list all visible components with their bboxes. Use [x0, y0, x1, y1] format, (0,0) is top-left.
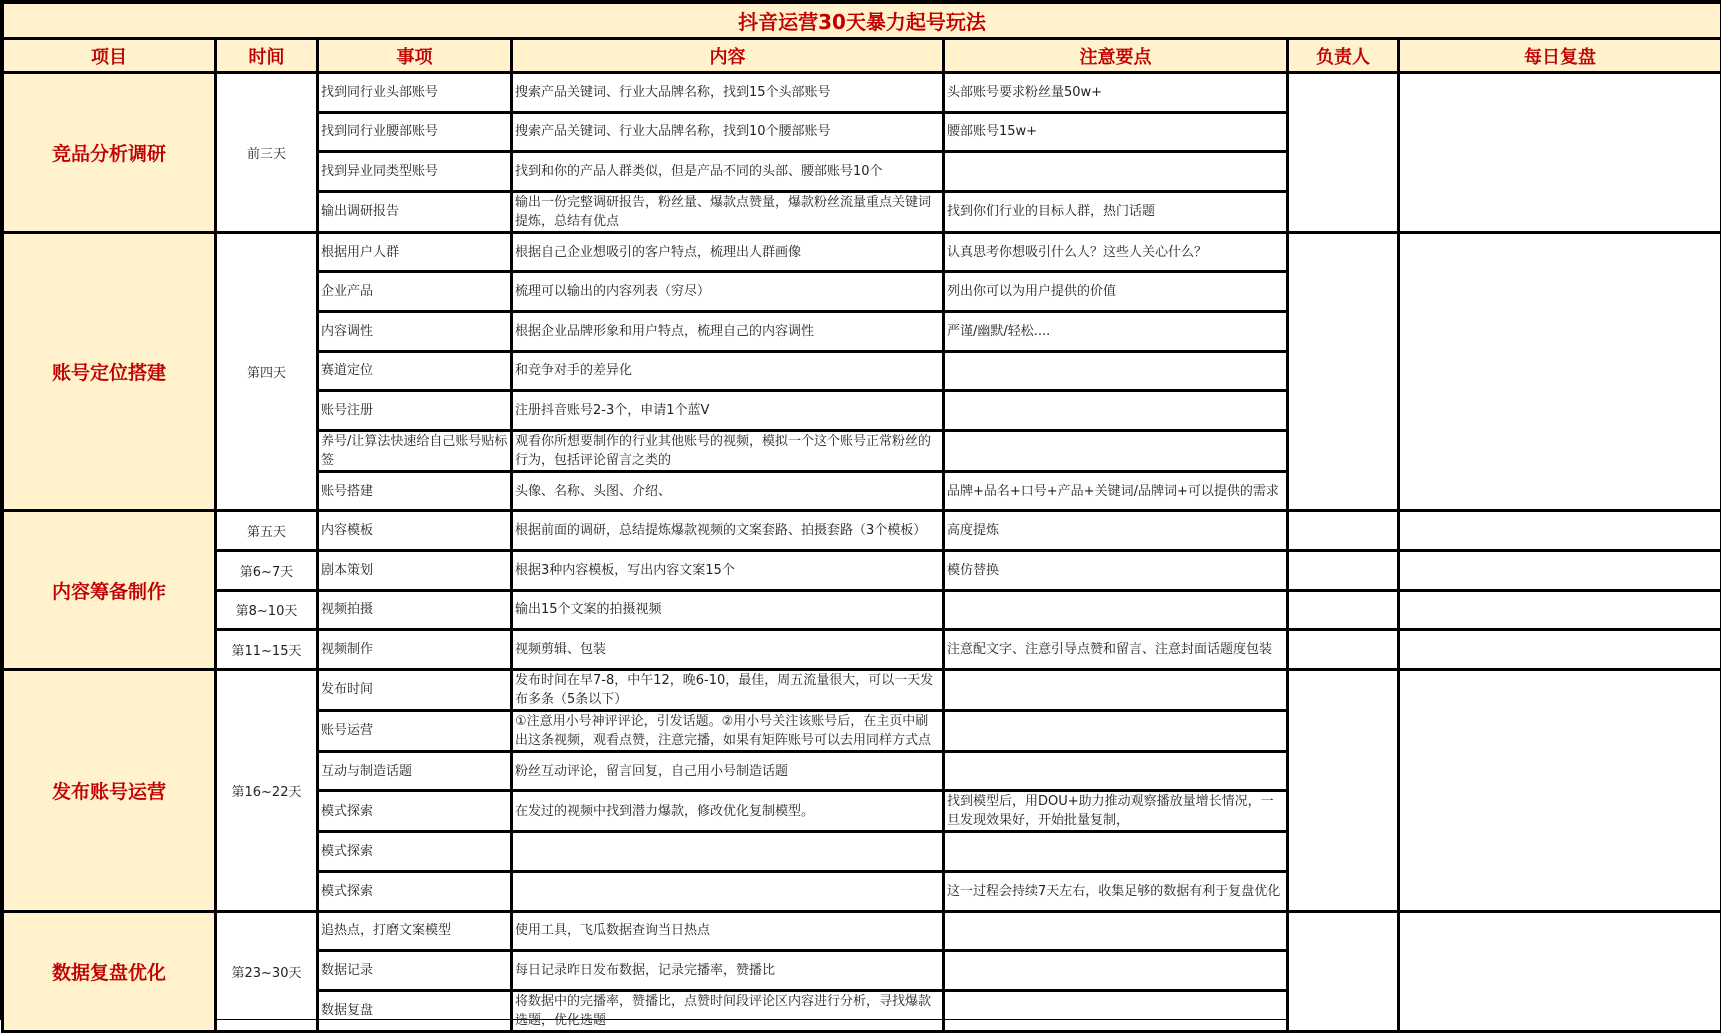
time-cell[interactable]: 第四天	[216, 232, 318, 511]
time-cell[interactable]: 第23~30天	[216, 911, 318, 1031]
item-cell[interactable]: 剧本策划	[318, 550, 512, 590]
content-cell[interactable]: 根据前面的调研，总结提炼爆款视频的文案套路、拍摄套路（3个模板）	[512, 511, 944, 551]
content-cell[interactable]: 搜索产品关键词、行业大品牌名称，找到10个腰部账号	[512, 112, 944, 152]
notes-cell[interactable]: 注意配文字、注意引导点赞和留言、注意封面话题度包装	[944, 630, 1288, 670]
notes-cell[interactable]	[944, 669, 1288, 710]
item-cell[interactable]: 视频拍摄	[318, 590, 512, 630]
table-row	[3, 550, 1721, 590]
daily-review-cell[interactable]	[1399, 232, 1721, 511]
col-header-item[interactable]: 事项	[318, 39, 512, 73]
item-cell[interactable]: 找到同行业腰部账号	[318, 112, 512, 152]
notes-cell[interactable]	[944, 430, 1288, 471]
owner-cell[interactable]	[1288, 590, 1399, 630]
daily-review-cell[interactable]	[1399, 550, 1721, 590]
notes-cell[interactable]: 腰部账号15w+	[944, 112, 1288, 152]
col-header-notes[interactable]: 注意要点	[944, 39, 1288, 73]
notes-cell[interactable]: 认真思考你想吸引什么人？这些人关心什么？	[944, 232, 1288, 272]
item-cell[interactable]: 养号/让算法快速给自己账号贴标签	[318, 430, 512, 471]
daily-review-cell[interactable]	[1399, 73, 1721, 233]
table-row	[3, 511, 1721, 551]
content-cell[interactable]: 搜索产品关键词、行业大品牌名称，找到15个头部账号	[512, 73, 944, 113]
sheet-title[interactable]: 抖音运营30天暴力起号玩法	[3, 3, 1721, 39]
notes-cell[interactable]	[944, 751, 1288, 791]
table-row	[3, 911, 1721, 951]
owner-cell[interactable]	[1288, 232, 1399, 511]
item-cell[interactable]: 数据记录	[318, 951, 512, 991]
content-cell[interactable]: 输出一份完整调研报告，粉丝量、爆款点赞量，爆款粉丝流量重点关键词提炼，总结有优点	[512, 191, 944, 232]
content-cell[interactable]: ①注意用小号神评评论，引发话题。②用小号关注该账号后，在主页中刷出这条视频，观看点赞，注意完播，如果有矩阵账号可以去用同样方式点	[512, 710, 944, 751]
daily-review-cell[interactable]	[1399, 669, 1721, 911]
content-cell[interactable]: 头像、名称、头图、介绍、	[512, 471, 944, 511]
notes-cell[interactable]: 这一过程会持续7天左右，收集足够的数据有利于复盘优化	[944, 871, 1288, 911]
item-cell[interactable]: 模式探索	[318, 832, 512, 872]
owner-cell[interactable]	[1288, 511, 1399, 551]
table-row	[3, 590, 1721, 630]
item-cell[interactable]: 赛道定位	[318, 351, 512, 391]
daily-review-cell[interactable]	[1399, 630, 1721, 670]
content-cell[interactable]: 梳理可以输出的内容列表（穷尽）	[512, 272, 944, 312]
item-cell[interactable]: 发布时间	[318, 669, 512, 710]
notes-cell[interactable]: 模仿替换	[944, 550, 1288, 590]
item-cell[interactable]: 模式探索	[318, 871, 512, 911]
time-cell[interactable]: 第五天	[216, 511, 318, 551]
plan-table	[1, 1, 1721, 1033]
notes-cell[interactable]	[944, 351, 1288, 391]
category-cell[interactable]: 发布账号运营	[3, 669, 216, 911]
daily-review-cell[interactable]	[1399, 911, 1721, 1031]
item-cell[interactable]: 企业产品	[318, 272, 512, 312]
item-cell[interactable]: 模式探索	[318, 791, 512, 832]
content-cell[interactable]: 根据企业品牌形象和用户特点，梳理自己的内容调性	[512, 311, 944, 351]
time-cell[interactable]: 第6~7天	[216, 550, 318, 590]
owner-cell[interactable]	[1288, 550, 1399, 590]
content-cell[interactable]: 粉丝互动评论，留言回复，自己用小号制造话题	[512, 751, 944, 791]
title-row	[3, 3, 1721, 39]
content-cell[interactable]: 根据自己企业想吸引的客户特点，梳理出人群画像	[512, 232, 944, 272]
col-header-daily-review[interactable]: 每日复盘	[1399, 39, 1721, 73]
notes-cell[interactable]	[944, 832, 1288, 872]
item-cell[interactable]: 数据复盘	[318, 990, 512, 1031]
notes-cell[interactable]	[944, 710, 1288, 751]
notes-cell[interactable]	[944, 590, 1288, 630]
content-cell[interactable]: 使用工具，飞瓜数据查询当日热点	[512, 911, 944, 951]
table-row	[3, 232, 1721, 272]
notes-cell[interactable]	[944, 391, 1288, 431]
item-cell[interactable]: 输出调研报告	[318, 191, 512, 232]
daily-review-cell[interactable]	[1399, 590, 1721, 630]
col-header-project[interactable]: 项目	[3, 39, 216, 73]
category-cell[interactable]: 内容筹备制作	[3, 511, 216, 669]
content-cell[interactable]: 根据3种内容模板，写出内容文案15个	[512, 550, 944, 590]
notes-cell[interactable]	[944, 990, 1288, 1031]
content-cell[interactable]: 注册抖音账号2-3个，申请1个蓝V	[512, 391, 944, 431]
content-cell[interactable]: 将数据中的完播率，赞播比，点赞时间段评论区内容进行分析，寻找爆款选题，优化选题	[512, 990, 944, 1031]
time-cell[interactable]: 第16~22天	[216, 669, 318, 911]
item-cell[interactable]: 视频制作	[318, 630, 512, 670]
table-row	[3, 669, 1721, 710]
notes-cell[interactable]: 找到你们行业的目标人群，热门话题	[944, 191, 1288, 232]
col-header-time[interactable]: 时间	[216, 39, 318, 73]
table-row	[3, 630, 1721, 670]
notes-cell[interactable]	[944, 911, 1288, 951]
item-cell[interactable]: 账号运营	[318, 710, 512, 751]
notes-cell[interactable]: 列出你可以为用户提供的价值	[944, 272, 1288, 312]
content-cell[interactable]: 在发过的视频中找到潜力爆款，修改优化复制模型。	[512, 791, 944, 832]
item-cell[interactable]: 账号注册	[318, 391, 512, 431]
content-cell[interactable]	[512, 832, 944, 872]
time-cell[interactable]: 前三天	[216, 73, 318, 233]
time-cell[interactable]: 第8~10天	[216, 590, 318, 630]
category-cell[interactable]: 数据复盘优化	[3, 911, 216, 1031]
item-cell[interactable]: 账号搭建	[318, 471, 512, 511]
col-header-content[interactable]: 内容	[512, 39, 944, 73]
item-cell[interactable]: 根据用户人群	[318, 232, 512, 272]
item-cell[interactable]: 追热点，打磨文案模型	[318, 911, 512, 951]
notes-cell[interactable]: 头部账号要求粉丝量50w+	[944, 73, 1288, 113]
item-cell[interactable]: 互动与制造话题	[318, 751, 512, 791]
content-cell[interactable]: 找到和你的产品人群类似，但是产品不同的头部、腰部账号10个	[512, 152, 944, 192]
header-row	[3, 39, 1721, 73]
category-cell[interactable]: 竞品分析调研	[3, 73, 216, 233]
time-cell[interactable]: 第11~15天	[216, 630, 318, 670]
item-cell[interactable]: 内容模板	[318, 511, 512, 551]
category-cell[interactable]: 账号定位搭建	[3, 232, 216, 511]
table-row	[3, 73, 1721, 113]
owner-cell[interactable]	[1288, 669, 1399, 911]
content-cell[interactable]: 和竞争对手的差异化	[512, 351, 944, 391]
content-cell[interactable]	[512, 871, 944, 911]
owner-cell[interactable]	[1288, 73, 1399, 233]
notes-cell[interactable]: 找到模型后，用DOU+助力推动观察播放量增长情况，一旦发现效果好，开始批量复制，	[944, 791, 1288, 832]
owner-cell[interactable]	[1288, 911, 1399, 1031]
notes-cell[interactable]: 高度提炼	[944, 511, 1288, 551]
content-cell[interactable]: 输出15个文案的拍摄视频	[512, 590, 944, 630]
notes-cell[interactable]	[944, 951, 1288, 991]
item-cell[interactable]: 找到同行业头部账号	[318, 73, 512, 113]
content-cell[interactable]: 发布时间在早7-8，中午12，晚6-10，最佳，周五流量很大，可以一天发布多条（5条以下）	[512, 669, 944, 710]
notes-cell[interactable]: 严谨/幽默/轻松....	[944, 311, 1288, 351]
daily-review-cell[interactable]	[1399, 511, 1721, 551]
content-cell[interactable]: 视频剪辑、包装	[512, 630, 944, 670]
content-cell[interactable]: 观看你所想要制作的行业其他账号的视频，模拟一个这个账号正常粉丝的行为，包括评论留言之类的	[512, 430, 944, 471]
col-header-owner[interactable]: 负责人	[1288, 39, 1399, 73]
owner-cell[interactable]	[1288, 630, 1399, 670]
item-cell[interactable]: 内容调性	[318, 311, 512, 351]
notes-cell[interactable]	[944, 152, 1288, 192]
content-cell[interactable]: 每日记录昨日发布数据，记录完播率，赞播比	[512, 951, 944, 991]
item-cell[interactable]: 找到异业同类型账号	[318, 152, 512, 192]
notes-cell[interactable]: 品牌+品名+口号+产品+关键词/品牌词+可以提供的需求	[944, 471, 1288, 511]
